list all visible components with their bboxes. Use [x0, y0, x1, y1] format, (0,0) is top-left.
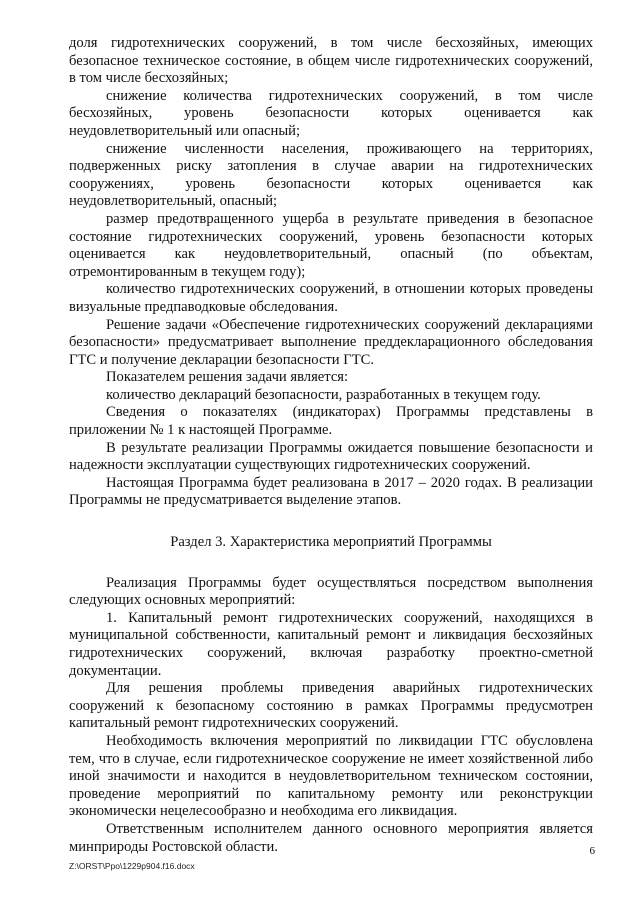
body-text: [69, 35, 593, 856]
paragraph: 1. Капитальный ремонт гидротехнических сооружений, находящихся в муниципальной собственности, капитальный ремонт и ликвидация бесхозяйных гидротехнических сооружений, включая разработку проектно-сметной документации.: [69, 609, 593, 679]
paragraph: снижение численности населения, проживающего на территориях, подверженных риску затопления в случае аварии на гидротехнических сооружениях, уровень безопасности которых оценивается как неудовлетворительный, опасный;: [69, 140, 593, 210]
section-heading: Раздел 3. Характеристика мероприятий Программы: [170, 534, 492, 551]
page-number: 6: [589, 845, 595, 857]
paragraph: снижение количества гидротехнических сооружений, в том числе бесхозяйных, уровень безопасности которых оценивается как неудовлетворительный или опасный;: [69, 87, 593, 139]
paragraph: размер предотвращенного ущерба в результате приведения в безопасное состояние гидротехнических сооружений, уровень безопасности которых оценивается как неудовлетворительный, опасный (по объектам, отремонтированным в текущем году);: [69, 210, 593, 280]
paragraph: Для решения проблемы приведения аварийных гидротехнических сооружений к безопасному состоянию в рамках Программы предусмотрен капитальный ремонт гидротехнических сооружений.: [69, 680, 593, 732]
paragraph: Настоящая Программа будет реализована в 2017 – 2020 годах. В реализации Программы не предусматривается выделение этапов.: [69, 474, 593, 509]
bottom-paragraphs: [69, 575, 593, 857]
footer-file-path: Z:\ORST\Ppo\1229p904.f16.docx: [69, 861, 195, 871]
paragraph: Сведения о показателях (индикаторах) Программы представлены в приложении № 1 к настоящей Программе.: [69, 404, 593, 439]
paragraph: Необходимость включения мероприятий по ликвидации ГТС обусловлена тем, что в случае, если гидротехническое сооружение не имеет хозяйственной либо иной значимости и находится в неудовлетворительном техническом состоянии, проведение мероприятий по капитальному ремонту или реконструкции экономически нецелесообразно и необходима его ликвидация.: [69, 732, 593, 820]
top-paragraphs: [69, 35, 593, 510]
paragraph: Ответственным исполнителем данного основного мероприятия является минприроды Ростовской области.: [69, 820, 593, 855]
paragraph: В результате реализации Программы ожидается повышение безопасности и надежности эксплуатации существующих гидротехнических сооружений.: [69, 439, 593, 474]
paragraph: Показателем решения задачи является:: [106, 369, 349, 386]
paragraph: Решение задачи «Обеспечение гидротехнических сооружений декларациями безопасности» предусматривает выполнение преддекларационного обследования ГТС и получение декларации безопасности ГТС.: [69, 316, 593, 368]
paragraph: количество гидротехнических сооружений, в отношении которых проведены визуальные предпаводковые обследования.: [69, 281, 593, 315]
paragraph: Реализация Программы будет осуществляться посредством выполнения следующих основных мероприятий:: [69, 574, 593, 609]
paragraph: количество деклараций безопасности, разработанных в текущем году.: [106, 386, 541, 403]
paragraph: доля гидротехнических сооружений, в том числе бесхозяйных, имеющих безопасное техническое состояние, в общем числе гидротехнических сооружений, в том числе бесхозяйных;: [69, 35, 593, 87]
